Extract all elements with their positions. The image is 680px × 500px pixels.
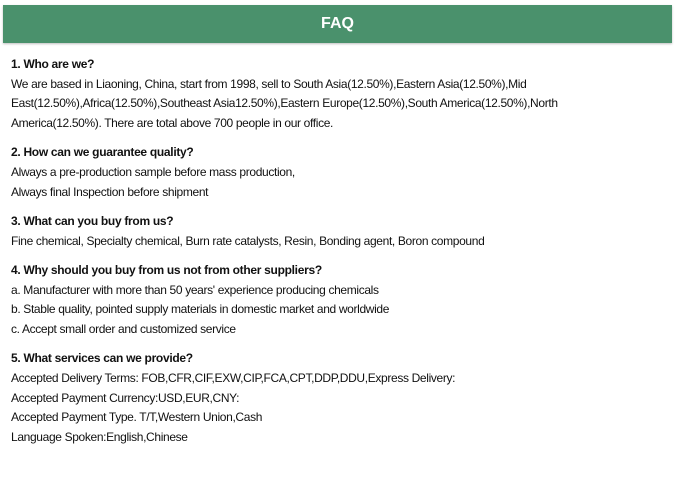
faq-section-2 (11, 143, 676, 202)
faq-answer-line: East(12.50%),Africa(12.50%),Southeast Asia12.50%),Eastern Europe(12.50%),South America(12.50%),North (11, 96, 558, 111)
faq-question: 2. How can we guarantee quality? (11, 145, 194, 160)
faq-content (11, 55, 676, 457)
faq-question: 1. Who are we? (11, 57, 95, 71)
faq-answer-line: Accepted Payment Currency:USD,EUR,CNY: (11, 390, 240, 405)
faq-answer-line: Accepted Payment Type. T/T,Western Union,Cash (11, 410, 263, 425)
faq-answer-line: Always final Inspection before shipment (11, 184, 209, 199)
faq-question: 3. What can you buy from us? (11, 213, 174, 228)
faq-section-1 (11, 55, 676, 134)
faq-section-3 (11, 212, 676, 251)
faq-answer-line: Language Spoken:English,Chinese (11, 429, 188, 444)
faq-title: FAQ (321, 15, 354, 32)
faq-section-4 (11, 261, 676, 340)
faq-banner (3, 5, 672, 43)
faq-section-5 (11, 349, 676, 448)
faq-answer-line: c. Accept small order and customized service (11, 321, 236, 336)
faq-question: 4. Why should you buy from us not from other suppliers? (11, 262, 322, 277)
faq-answer-line: a. Manufacturer with more than 50 years' experience producing chemicals (11, 282, 379, 297)
faq-answer-line: We are based in Liaoning, China, start from 1998, sell to South Asia(12.50%),Eastern Asia(12.50%),Mid (11, 76, 527, 91)
faq-answer-line: Accepted Delivery Terms: FOB,CFR,CIF,EXW,CIP,FCA,CPT,DDP,DDU,Express Delivery: (11, 370, 456, 385)
faq-answer-line: Always a pre-production sample before mass production, (11, 165, 295, 180)
faq-answer-line: b. Stable quality, pointed supply materials in domestic market and worldwide (11, 302, 390, 317)
faq-answer-line: Fine chemical, Specialty chemical, Burn rate catalysts, Resin, Bonding agent, Boron compound (11, 233, 485, 248)
faq-question: 5. What services can we provide? (11, 351, 193, 366)
faq-answer-line: America(12.50%). There are total above 700 people in our office. (11, 116, 334, 131)
